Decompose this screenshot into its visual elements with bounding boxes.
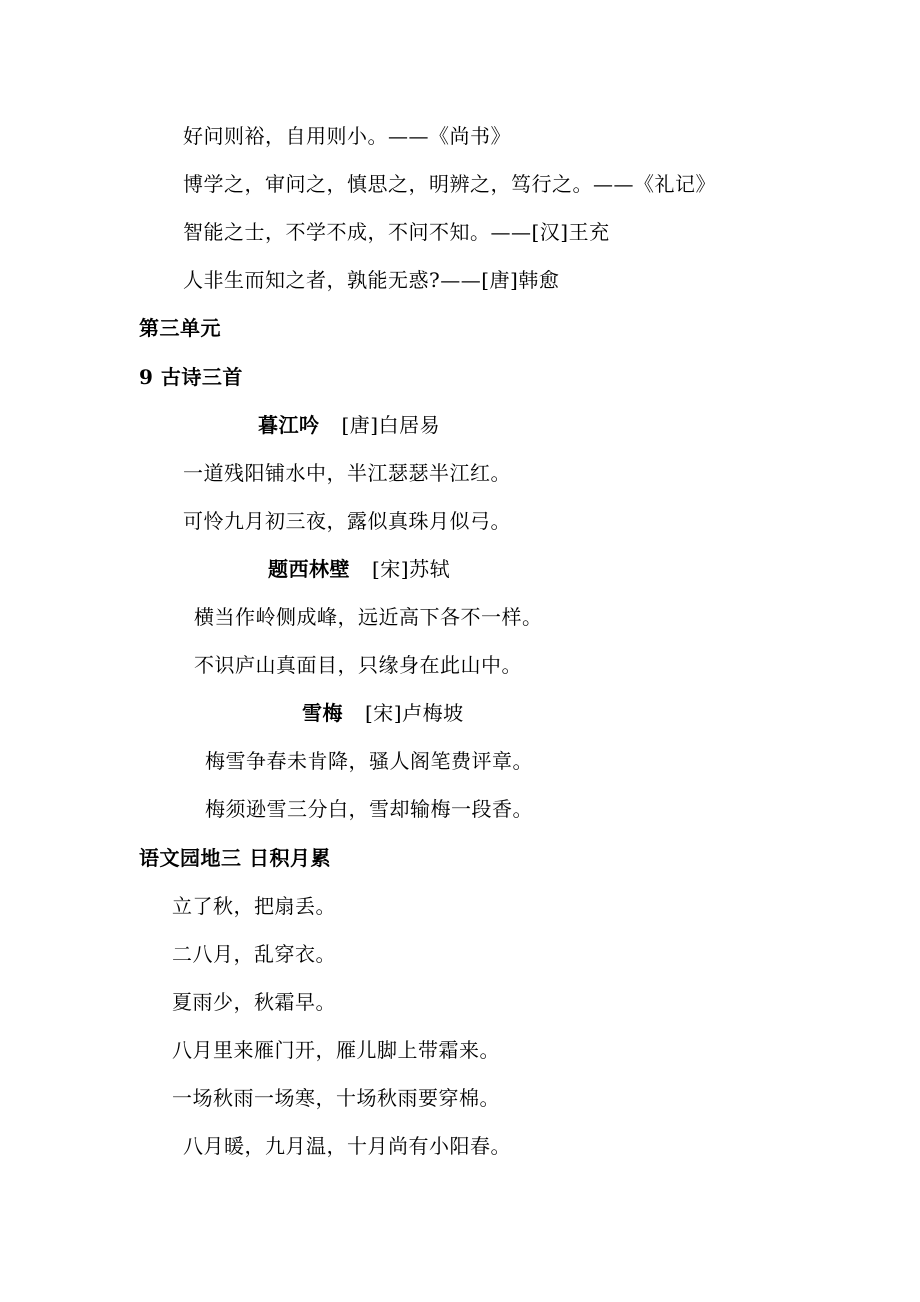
quote-line: 好问则裕，自用则小。——《尚书》 bbox=[183, 124, 511, 148]
saying-line: 夏雨少，秋霜早。 bbox=[172, 990, 336, 1014]
garden-heading: 语文园地三 日积月累 bbox=[139, 846, 331, 870]
poem-title-line bbox=[268, 557, 450, 581]
poem-line: 一道残阳铺水中，半江瑟瑟半江红。 bbox=[183, 461, 511, 485]
saying-line: 二八月，乱穿衣。 bbox=[172, 942, 336, 966]
saying-line: 一场秋雨一场寒，十场秋雨要穿棉。 bbox=[172, 1086, 500, 1110]
poem-title-line bbox=[302, 701, 464, 725]
lesson-heading: 9 古诗三首 bbox=[139, 365, 243, 389]
poem-line: 横当作岭侧成峰，远近高下各不一样。 bbox=[194, 605, 543, 629]
poem-title: 雪梅 bbox=[302, 701, 343, 725]
poem-line: 梅雪争春未肯降，骚人阁笔费评章。 bbox=[205, 749, 533, 773]
saying-line: 立了秋，把扇丢。 bbox=[172, 894, 336, 918]
saying-line: 八月里来雁门开，雁儿脚上带霜来。 bbox=[172, 1038, 500, 1062]
poem-author: [唐]白居易 bbox=[341, 413, 441, 437]
quote-line: 智能之士，不学不成，不问不知。——[汉]王充 bbox=[183, 220, 610, 244]
poem-title-line bbox=[258, 413, 440, 437]
poem-title: 暮江吟 bbox=[258, 413, 320, 437]
unit-heading: 第三单元 bbox=[139, 316, 221, 340]
poem-author: [宋]卢梅坡 bbox=[365, 701, 464, 725]
poem-author: [宋]苏轼 bbox=[372, 557, 451, 581]
poem-line: 可怜九月初三夜，露似真珠月似弓。 bbox=[183, 509, 511, 533]
quote-line: 博学之，审问之，慎思之，明辨之，笃行之。——《礼记》 bbox=[183, 172, 716, 196]
quote-line: 人非生而知之者，孰能无惑?——[唐]韩愈 bbox=[183, 268, 560, 292]
saying-line: 八月暖，九月温，十月尚有小阳春。 bbox=[183, 1134, 511, 1158]
poem-line: 梅须逊雪三分白，雪却输梅一段香。 bbox=[205, 797, 533, 821]
poem-line: 不识庐山真面目，只缘身在此山中。 bbox=[194, 653, 522, 677]
poem-title: 题西林壁 bbox=[268, 557, 350, 581]
